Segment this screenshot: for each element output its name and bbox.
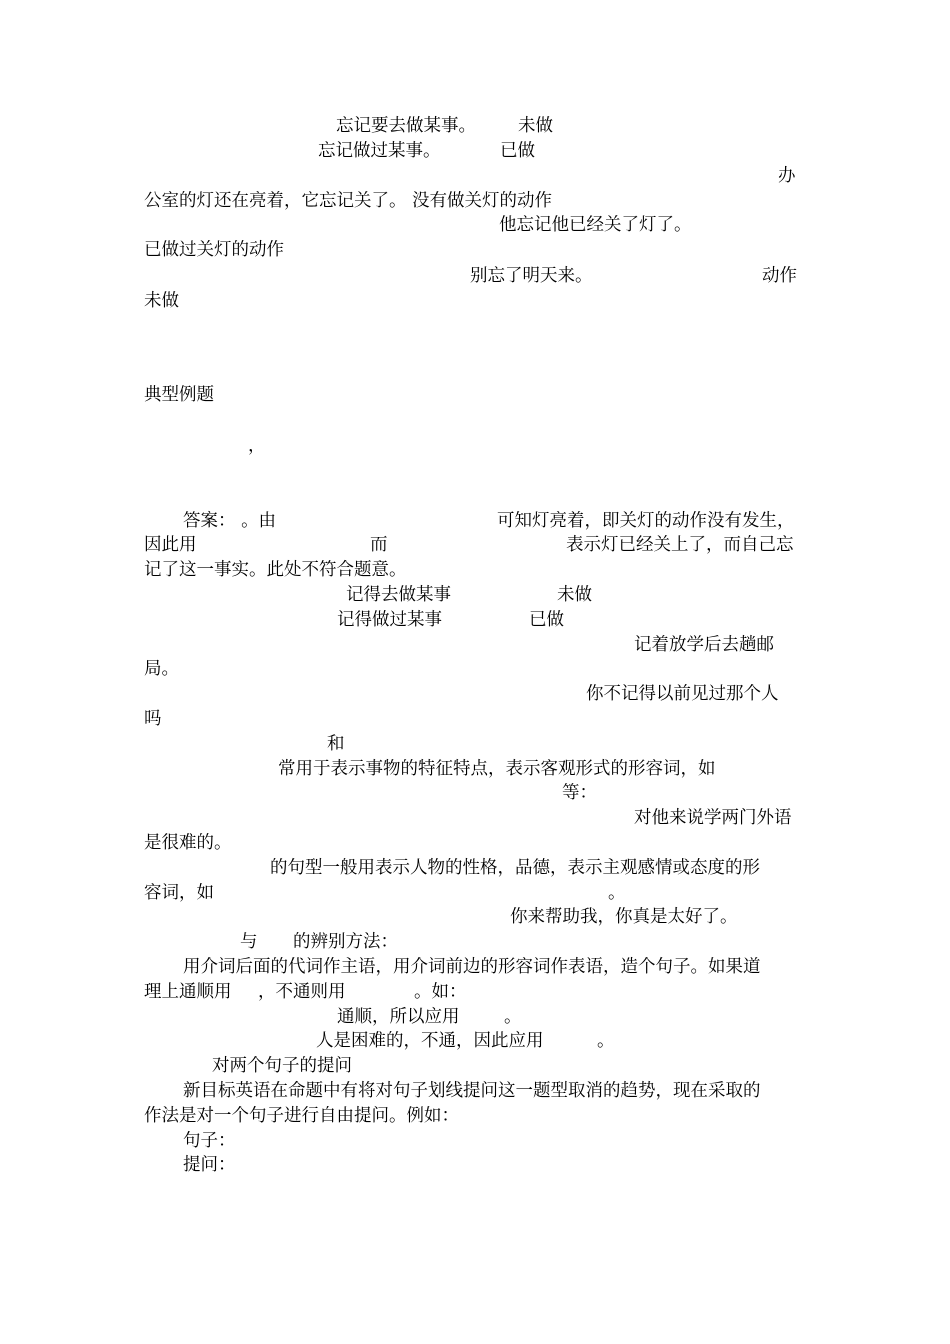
text-segment: 记得去做某事 [346,585,451,605]
text-segment: 。 [504,1007,522,1027]
text-segment: 办 [778,166,796,186]
text-segment: 容词，如 [144,883,214,903]
text-segment: ， [248,436,266,456]
text-segment: 吗 [144,709,162,729]
text-segment: 人是困难的，不通，因此应用 [316,1031,544,1051]
text-segment: 。 [597,1031,615,1051]
text-segment: 公室的灯还在亮着，它忘记关了。 没有做关灯的动作 [144,191,553,211]
text-segment: 是很难的。 [144,833,232,853]
text-segment: 已做 [529,610,564,630]
text-segment: 可知灯亮着，即关灯的动作没有发生， [497,511,795,531]
section-heading: 典型例题 [144,385,214,405]
text-segment: 而 [370,535,388,555]
text-segment: 对两个句子的提问 [212,1056,352,1076]
text-segment: 理上通顺用 [144,982,232,1002]
text-segment: 与 [240,932,258,952]
text-segment: 他忘记他已经关了灯了。 [499,215,692,235]
text-segment: 你来帮助我，你真是太好了。 [510,907,738,927]
text-segment: 。 [608,883,626,903]
text-segment: 的句型一般用表示人物的性格，品德，表示主观感情或态度的形 [270,858,760,878]
text-segment: 动作 [762,266,797,286]
text-segment: 因此用 [144,535,197,555]
text-segment: 用介词后面的代词作主语，用介词前边的形容词作表语，造个句子。如果道 [183,957,761,977]
text-segment: 。如： [414,982,467,1002]
text-segment: 等： [562,783,597,803]
text-segment: 局。 [144,659,179,679]
text-segment: 表示灯已经关上了，而自己忘 [566,535,794,555]
text-segment: 常用于表示事物的特征特点，表示客观形式的形容词，如 [278,759,716,779]
text-segment: 已做 [500,141,535,161]
text-segment: ，不通则用 [258,982,346,1002]
text-segment: 你不记得以前见过那个人 [586,684,779,704]
text-segment: 忘记做过某事。 [318,141,441,161]
text-segment: 提问： [183,1155,236,1175]
text-segment: 记了这一事实。此处不符合题意。 [144,560,407,580]
text-segment: 未做 [557,585,592,605]
text-segment: 忘记要去做某事。 [336,116,476,136]
text-segment: 句子： [183,1131,236,1151]
text-segment: 对他来说学两门外语 [634,808,792,828]
text-segment: 和 [327,734,345,754]
text-segment: 通顺，所以应用 [337,1007,460,1027]
text-segment: 已做过关灯的动作 [144,240,284,260]
text-segment: 记得做过某事 [337,610,442,630]
text-segment: 的辨别方法： [293,932,398,952]
text-segment: 答案： 。由 [183,511,277,531]
text-segment: 记着放学后去趟邮 [634,635,774,655]
text-segment: 未做 [144,291,179,311]
text-segment: 未做 [518,116,553,136]
text-segment: 别忘了明天来。 [470,266,593,286]
text-segment: 作法是对一个句子进行自由提问。例如： [144,1106,459,1126]
text-segment: 新目标英语在命题中有将对句子划线提问这一题型取消的趋势，现在采取的 [183,1081,761,1101]
